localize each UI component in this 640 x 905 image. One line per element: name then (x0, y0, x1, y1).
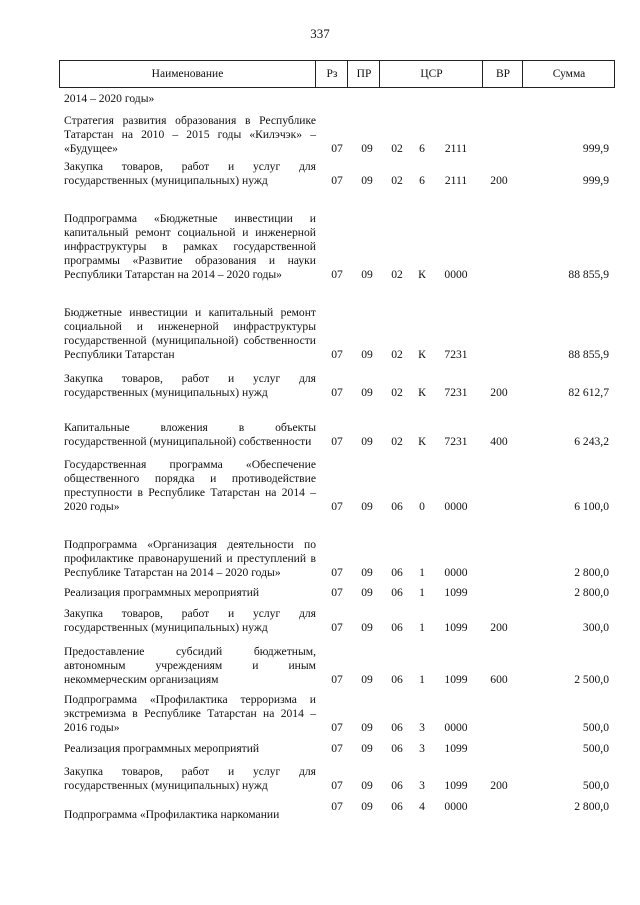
row-vr: 200 (490, 779, 508, 792)
row-pr: 09 (361, 386, 373, 399)
row-csr-subprogram: К (418, 386, 426, 399)
row-sum: 500,0 (582, 742, 609, 755)
row-name: Реализация программных мероприятий (64, 586, 260, 599)
row-csr-program: 06 (391, 621, 403, 634)
row-csr-subprogram: К (418, 435, 426, 448)
row-csr-subprogram: 1 (419, 566, 425, 579)
table-row (0, 765, 640, 793)
row-csr-program: 06 (391, 800, 403, 813)
row-sum: 500,0 (582, 779, 609, 792)
row-csr-program: 06 (391, 742, 403, 755)
row-name: Закупка товаров, работ и услуг для государственных (муниципальных) нужд (64, 607, 316, 634)
row-rz: 07 (331, 142, 343, 155)
row-name: Подпрограмма «Профилактика наркомании (64, 808, 280, 821)
row-name: Закупка товаров, работ и услуг для государственных (муниципальных) нужд (64, 765, 316, 792)
row-csr-subprogram: 0 (419, 500, 425, 513)
row-pr: 09 (361, 800, 373, 813)
row-csr-subprogram: 3 (419, 742, 425, 755)
row-name: Закупка товаров, работ и услуг для государственных (муниципальных) нужд (64, 160, 316, 187)
row-csr-program: 02 (391, 268, 403, 281)
column-header-sum: Сумма (522, 61, 615, 87)
table-row (0, 693, 640, 735)
row-rz: 07 (331, 621, 343, 634)
row-pr: 09 (361, 673, 373, 686)
row-name: Капитальные вложения в объекты государственной (муниципальной) собственности (64, 421, 316, 448)
row-csr-direction: 1099 (444, 586, 468, 599)
table-row (0, 114, 640, 156)
row-csr-program: 02 (391, 386, 403, 399)
row-rz: 07 (331, 386, 343, 399)
row-name: Предоставление субсидий бюджетным, автономным учреждениям и иным некоммерческим организациям (64, 645, 316, 686)
row-rz: 07 (331, 742, 343, 755)
row-pr: 09 (361, 435, 373, 448)
row-csr-subprogram: 1 (419, 586, 425, 599)
row-vr: 400 (490, 435, 508, 448)
row-pr: 09 (361, 142, 373, 155)
table-row (0, 645, 640, 687)
row-name: Стратегия развития образования в Республике Татарстан на 2010 – 2015 годы «Килэчэк» – «Будущее» (64, 114, 316, 155)
row-name: Бюджетные инвестиции и капитальный ремонт социальной и инженерной инфраструктуры государственной (муниципальной) собственности Республики Татарстан (64, 306, 316, 361)
row-csr-direction: 0000 (444, 268, 468, 281)
row-vr: 200 (490, 621, 508, 634)
row-csr-program: 02 (391, 174, 403, 187)
row-rz: 07 (331, 500, 343, 513)
table-row (0, 607, 640, 635)
row-csr-subprogram: 1 (419, 621, 425, 634)
row-csr-program: 06 (391, 721, 403, 734)
column-header-name: Наименование (151, 68, 224, 80)
row-sum: 999,9 (582, 142, 609, 155)
table-row (0, 372, 640, 400)
row-name: Подпрограмма «Профилактика терроризма и экстремизма в Республике Татарстан на 2014 – 2016 годы» (64, 693, 316, 734)
row-csr-direction: 0000 (444, 500, 468, 513)
table-row-continued (0, 808, 640, 822)
row-vr: 200 (490, 386, 508, 399)
row-csr-direction: 0000 (444, 566, 468, 579)
table-row (0, 458, 640, 514)
row-name: Подпрограмма «Бюджетные инвестиции и капитальный ремонт социальной и инженерной инфраструктуры в рамках государственной программы «Развитие образования и науки Республики Татарстан на 2014 – 2020 годы» (64, 212, 316, 281)
row-vr: 200 (490, 174, 508, 187)
row-csr-direction: 1099 (444, 742, 468, 755)
table-row (0, 198, 640, 282)
row-rz: 07 (331, 348, 343, 361)
table-row (0, 524, 640, 580)
row-sum: 2 800,0 (574, 566, 609, 579)
table-row (0, 292, 640, 362)
row-csr-subprogram: 6 (419, 174, 425, 187)
row-csr-direction: 2111 (444, 174, 468, 187)
row-csr-subprogram: 3 (419, 721, 425, 734)
row-rz: 07 (331, 673, 343, 686)
row-csr-program: 02 (391, 348, 403, 361)
row-rz: 07 (331, 721, 343, 734)
row-pr: 09 (361, 348, 373, 361)
row-sum: 88 855,9 (568, 348, 609, 361)
column-header-rz: Рз (315, 61, 348, 87)
column-header-vr: ВР (482, 61, 523, 87)
row-pr: 09 (361, 621, 373, 634)
row-csr-direction: 0000 (444, 721, 468, 734)
row-sum: 88 855,9 (568, 268, 609, 281)
row-pr: 09 (361, 268, 373, 281)
row-csr-subprogram: 3 (419, 779, 425, 792)
row-csr-program: 06 (391, 566, 403, 579)
table-row (0, 407, 640, 449)
table-row (0, 92, 640, 106)
row-csr-direction: 1099 (444, 673, 468, 686)
row-name: Закупка товаров, работ и услуг для государственных (муниципальных) нужд (64, 372, 316, 399)
row-csr-direction: 1099 (444, 621, 468, 634)
row-sum: 6 100,0 (574, 500, 609, 513)
row-pr: 09 (361, 500, 373, 513)
table-row (0, 742, 640, 756)
row-rz: 07 (331, 779, 343, 792)
row-pr: 09 (361, 742, 373, 755)
table-header (59, 60, 615, 88)
row-csr-program: 02 (391, 142, 403, 155)
row-sum: 2 800,0 (574, 586, 609, 599)
row-csr-subprogram: 1 (419, 673, 425, 686)
row-rz: 07 (331, 174, 343, 187)
row-rz: 07 (331, 566, 343, 579)
row-pr: 09 (361, 721, 373, 734)
row-rz: 07 (331, 268, 343, 281)
table-row (0, 586, 640, 600)
row-csr-direction: 7231 (444, 386, 468, 399)
column-header-csr: ЦСР (379, 61, 483, 87)
row-rz: 07 (331, 800, 343, 813)
row-name: 2014 – 2020 годы» (64, 92, 155, 105)
row-sum: 999,9 (582, 174, 609, 187)
row-sum: 300,0 (582, 621, 609, 634)
table-row (0, 160, 640, 188)
row-csr-direction: 7231 (444, 348, 468, 361)
row-csr-subprogram: 6 (419, 142, 425, 155)
row-csr-direction: 1099 (444, 779, 468, 792)
row-sum: 2 800,0 (574, 800, 609, 813)
row-pr: 09 (361, 566, 373, 579)
row-csr-subprogram: К (418, 348, 426, 361)
page-number: 337 (310, 26, 330, 41)
row-csr-direction: 0000 (444, 800, 468, 813)
row-csr-program: 06 (391, 673, 403, 686)
row-sum: 82 612,7 (568, 386, 609, 399)
row-rz: 07 (331, 435, 343, 448)
row-rz: 07 (331, 586, 343, 599)
row-csr-program: 02 (391, 435, 403, 448)
row-csr-direction: 2111 (444, 142, 468, 155)
column-header-pr: ПР (347, 61, 380, 87)
row-name: Государственная программа «Обеспечение общественного порядка и противодействие преступности в Республике Татарстан на 2014 – 2020 годы» (64, 458, 316, 513)
row-name: Подпрограмма «Организация деятельности по профилактике правонарушений и преступлений в Республике Татарстан на 2014 – 2020 годы» (64, 538, 316, 579)
row-csr-direction: 7231 (444, 435, 468, 448)
row-csr-subprogram: К (418, 268, 426, 281)
row-csr-program: 06 (391, 779, 403, 792)
row-pr: 09 (361, 779, 373, 792)
row-sum: 2 500,0 (574, 673, 609, 686)
row-vr: 600 (490, 673, 508, 686)
row-name: Реализация программных мероприятий (64, 742, 260, 755)
row-csr-program: 06 (391, 500, 403, 513)
row-csr-subprogram: 4 (419, 800, 425, 813)
row-pr: 09 (361, 586, 373, 599)
row-sum: 6 243,2 (574, 435, 609, 448)
row-sum: 500,0 (582, 721, 609, 734)
row-pr: 09 (361, 174, 373, 187)
row-csr-program: 06 (391, 586, 403, 599)
